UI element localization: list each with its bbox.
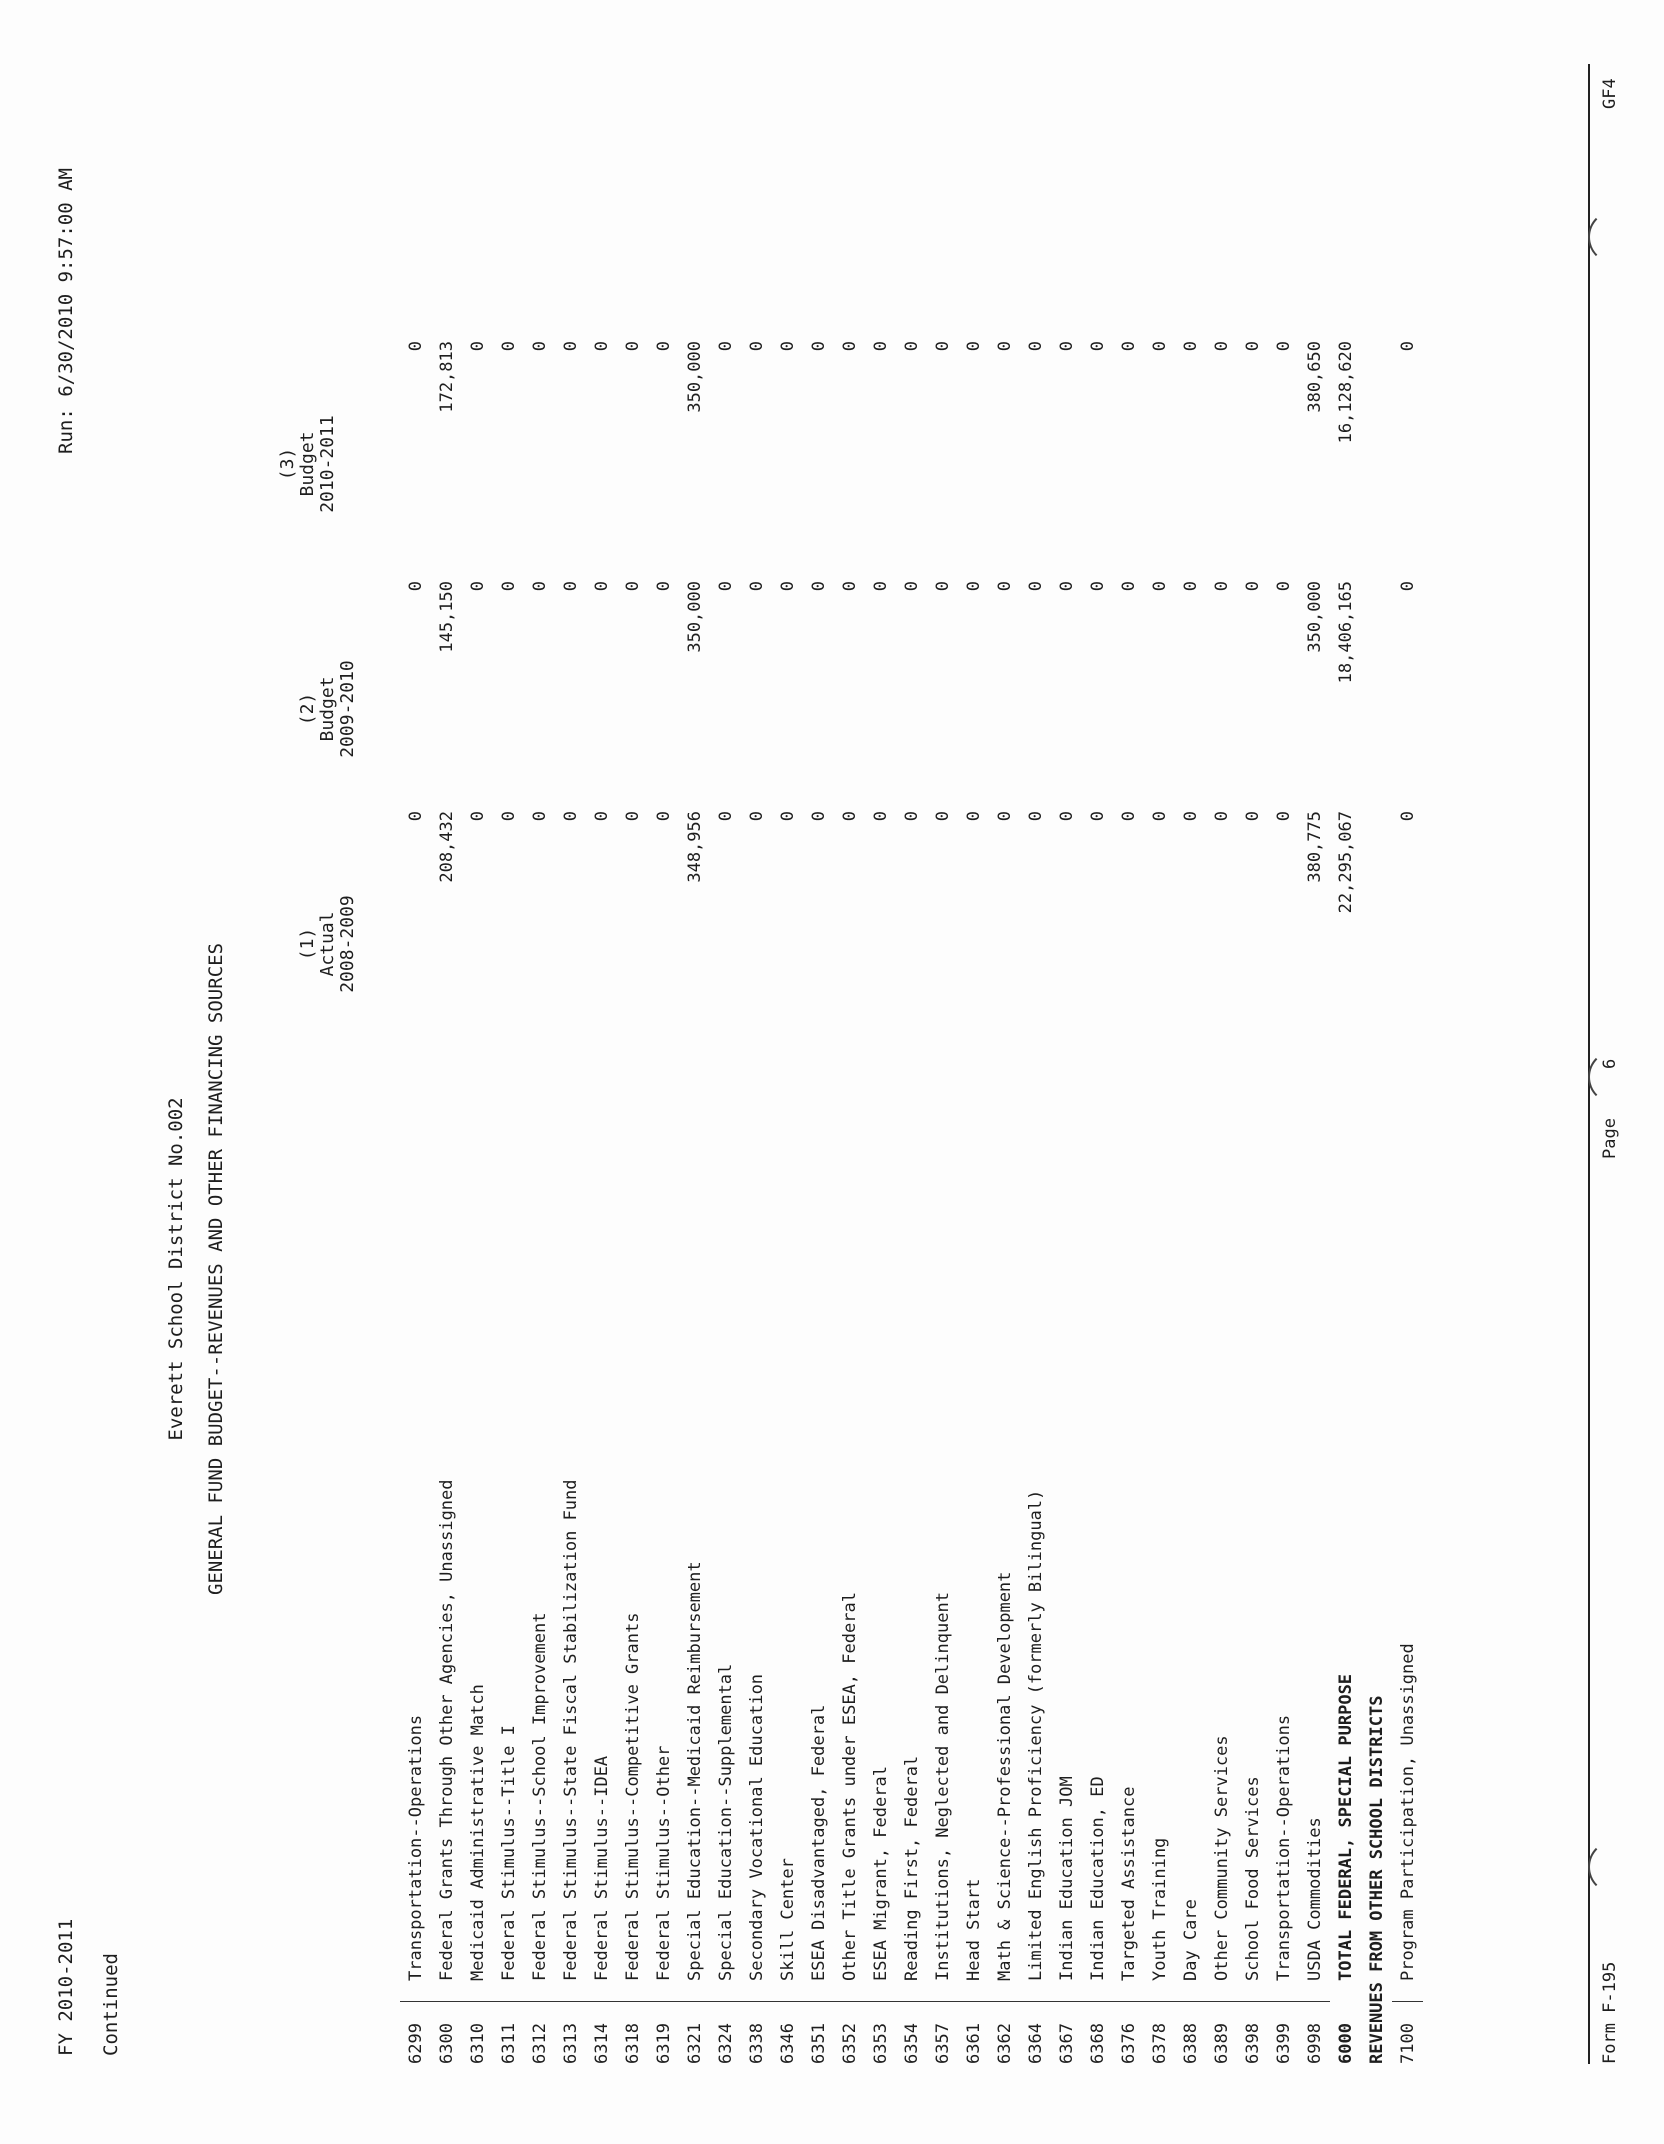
- amount-actual-2008-2009: 0: [808, 811, 829, 822]
- amount-budget-2009-2010: 0: [870, 581, 891, 592]
- account-description: Federal Stimulus--Other: [653, 1745, 674, 1981]
- table-row: [1392, 341, 1423, 2064]
- table-row: [462, 341, 493, 2064]
- account-code: 6399: [1273, 2023, 1294, 2064]
- amount-budget-2009-2010: 0: [591, 581, 612, 592]
- amount-budget-2010-2011: 0: [1397, 341, 1418, 352]
- row-divider: [462, 1987, 493, 2002]
- row-divider: [1020, 1987, 1051, 2002]
- amount-budget-2009-2010: 0: [839, 581, 860, 592]
- amount-actual-2008-2009: 0: [1180, 811, 1201, 822]
- row-divider: [958, 1987, 989, 2002]
- account-code: 6318: [622, 2023, 643, 2064]
- row-divider: [648, 1987, 679, 2002]
- table-row: [834, 341, 865, 2064]
- account-code: 6388: [1180, 2023, 1201, 2064]
- account-code: 6319: [653, 2023, 674, 2064]
- amount-actual-2008-2009: 0: [715, 811, 736, 822]
- amount-actual-2008-2009: 0: [1273, 811, 1294, 822]
- account-description: School Food Services: [1242, 1776, 1263, 1981]
- amount-budget-2010-2011: 0: [1273, 341, 1294, 352]
- amount-budget-2009-2010: 0: [1025, 581, 1046, 592]
- amount-budget-2010-2011: 0: [963, 341, 984, 352]
- table-row: [1175, 341, 1206, 2064]
- account-code: 6367: [1056, 2023, 1077, 2064]
- amount-budget-2009-2010: 0: [622, 581, 643, 592]
- amount-actual-2008-2009: 0: [1397, 811, 1418, 822]
- table-row: [617, 341, 648, 2064]
- account-description: Institutions, Neglected and Delinquent: [932, 1592, 953, 1981]
- table-row: [555, 341, 586, 2064]
- row-divider: [679, 1987, 710, 2002]
- amount-budget-2010-2011: 0: [1087, 341, 1108, 352]
- amount-actual-2008-2009: 208,432: [436, 811, 457, 883]
- row-divider: [1113, 1987, 1144, 2002]
- account-description: Federal Stimulus--School Improvement: [529, 1612, 550, 1981]
- amount-budget-2009-2010: 0: [1149, 581, 1170, 592]
- amount-budget-2010-2011: 0: [498, 341, 519, 352]
- amount-budget-2010-2011: 0: [808, 341, 829, 352]
- column-3-years: 2010-2011: [317, 415, 338, 513]
- account-code: 7100: [1397, 2023, 1418, 2064]
- amount-budget-2009-2010: 0: [1211, 581, 1232, 592]
- table-row: [1051, 341, 1082, 2064]
- amount-budget-2010-2011: 172,813: [436, 341, 457, 413]
- account-code: 6321: [684, 2023, 705, 2064]
- footer-rule: [1588, 64, 1590, 2064]
- account-description: Federal Grants Through Other Agencies, Unassigned: [436, 1479, 457, 1981]
- account-description: Federal Stimulus--Competitive Grants: [622, 1612, 643, 1981]
- table-row: [1237, 341, 1268, 2064]
- amount-budget-2010-2011: 380,650: [1304, 341, 1325, 413]
- amount-actual-2008-2009: 0: [591, 811, 612, 822]
- account-code: 6362: [994, 2023, 1015, 2064]
- table-row: [679, 341, 710, 2064]
- account-code: 6353: [870, 2023, 891, 2064]
- account-code: 6312: [529, 2023, 550, 2064]
- amount-actual-2008-2009: 0: [777, 811, 798, 822]
- account-description: Federal Stimulus--IDEA: [591, 1755, 612, 1981]
- amount-budget-2010-2011: 0: [901, 341, 922, 352]
- amount-budget-2009-2010: 0: [560, 581, 581, 592]
- account-description: USDA Commodities: [1304, 1817, 1325, 1981]
- account-code: 6376: [1118, 2023, 1139, 2064]
- table-row: [1144, 341, 1175, 2064]
- amount-budget-2010-2011: 0: [560, 341, 581, 352]
- account-code: 6313: [560, 2023, 581, 2064]
- amount-actual-2008-2009: 0: [1056, 811, 1077, 822]
- amount-actual-2008-2009: 0: [1118, 811, 1139, 822]
- row-divider: [865, 1987, 896, 2002]
- amount-actual-2008-2009: 0: [1025, 811, 1046, 822]
- column-3-type: Budget: [297, 431, 318, 497]
- revenue-table-body: [400, 341, 1423, 2064]
- amount-budget-2009-2010: 0: [715, 581, 736, 592]
- account-code: 6354: [901, 2023, 922, 2064]
- row-divider: [1175, 1987, 1206, 2002]
- account-code: 6000: [1335, 2023, 1356, 2064]
- row-divider: [1237, 1987, 1268, 2002]
- amount-actual-2008-2009: 22,295,067: [1335, 811, 1356, 914]
- account-description: Youth Training: [1149, 1837, 1170, 1981]
- amount-actual-2008-2009: 0: [1087, 811, 1108, 822]
- table-row: [1113, 341, 1144, 2064]
- table-row: [493, 341, 524, 2064]
- row-divider: [1206, 1987, 1237, 2002]
- amount-actual-2008-2009: 380,775: [1304, 811, 1325, 883]
- account-code: 6998: [1304, 2023, 1325, 2064]
- account-code: 6351: [808, 2023, 829, 2064]
- table-row: [524, 341, 555, 2064]
- account-code: 6346: [777, 2023, 798, 2064]
- amount-budget-2009-2010: 0: [1180, 581, 1201, 592]
- amount-actual-2008-2009: 0: [870, 811, 891, 822]
- account-description: TOTAL FEDERAL, SPECIAL PURPOSE: [1335, 1673, 1356, 1981]
- amount-budget-2010-2011: 0: [746, 341, 767, 352]
- amount-budget-2010-2011: 0: [1180, 341, 1201, 352]
- amount-budget-2010-2011: 0: [1242, 341, 1263, 352]
- row-divider: [524, 1987, 555, 2002]
- table-row: [741, 341, 772, 2064]
- row-divider: [772, 1987, 803, 2002]
- amount-budget-2009-2010: 0: [808, 581, 829, 592]
- table-row: [772, 341, 803, 2064]
- amount-actual-2008-2009: 0: [994, 811, 1015, 822]
- account-description: Federal Stimulus--State Fiscal Stabilization Fund: [560, 1479, 581, 1981]
- row-divider: [741, 1987, 772, 2002]
- account-description: Federal Stimulus--Title I: [498, 1725, 519, 1981]
- account-description: Other Community Services: [1211, 1735, 1232, 1981]
- account-description: Day Care: [1180, 1899, 1201, 1981]
- column-header-2: [298, 609, 358, 809]
- account-description: Special Education--Medicaid Reimbursement: [684, 1561, 705, 1981]
- amount-actual-2008-2009: 0: [839, 811, 860, 822]
- column-1-years: 2008-2009: [337, 895, 358, 993]
- account-code: 6398: [1242, 2023, 1263, 2064]
- column-2-years: 2009-2010: [337, 660, 358, 758]
- page-number: 6: [1600, 1058, 1620, 1069]
- section-title: REVENUES FROM OTHER SCHOOL DISTRICTS: [1366, 1695, 1387, 2064]
- amount-actual-2008-2009: 0: [467, 811, 488, 822]
- amount-budget-2010-2011: 0: [653, 341, 674, 352]
- section-header-row: [1361, 341, 1392, 2064]
- table-row: [431, 341, 462, 2064]
- table-row: [989, 341, 1020, 2064]
- account-code: 6352: [839, 2023, 860, 2064]
- account-description: Transportation--Operations: [1273, 1714, 1294, 1981]
- account-code: 6361: [963, 2023, 984, 2064]
- amount-actual-2008-2009: 348,956: [684, 811, 705, 883]
- account-code: 6311: [498, 2023, 519, 2064]
- account-description: Other Title Grants under ESEA, Federal: [839, 1592, 860, 1981]
- table-row: [586, 341, 617, 2064]
- account-description: Secondary Vocational Education: [746, 1673, 767, 1981]
- row-divider: [1392, 1987, 1423, 2002]
- account-description: ESEA Disadvantaged, Federal: [808, 1704, 829, 1981]
- amount-budget-2010-2011: 0: [405, 341, 426, 352]
- row-divider: [586, 1987, 617, 2002]
- form-number: Form F-195: [1600, 1961, 1620, 2064]
- amount-budget-2009-2010: 0: [963, 581, 984, 592]
- row-divider: [1299, 1987, 1330, 2002]
- amount-actual-2008-2009: 0: [746, 811, 767, 822]
- form-code: GF4: [1600, 78, 1620, 109]
- column-3-number: (3): [277, 447, 298, 481]
- row-divider: [1144, 1987, 1175, 2002]
- row-divider: [710, 1987, 741, 2002]
- amount-actual-2008-2009: 0: [653, 811, 674, 822]
- account-description: Targeted Assistance: [1118, 1786, 1139, 1981]
- account-description: Math & Science--Professional Development: [994, 1571, 1015, 1981]
- revenue-table: [400, 341, 1423, 2064]
- amount-budget-2010-2011: 0: [622, 341, 643, 352]
- row-divider: [555, 1987, 586, 2002]
- row-divider: [896, 1987, 927, 2002]
- amount-budget-2009-2010: 0: [901, 581, 922, 592]
- amount-budget-2010-2011: 0: [870, 341, 891, 352]
- account-code: 6324: [715, 2023, 736, 2064]
- account-description: Reading First, Federal: [901, 1755, 922, 1981]
- row-divider: [927, 1987, 958, 2002]
- amount-budget-2010-2011: 0: [839, 341, 860, 352]
- amount-actual-2008-2009: 0: [963, 811, 984, 822]
- district-name: Everett School District No.002: [165, 1097, 187, 1441]
- amount-actual-2008-2009: 0: [932, 811, 953, 822]
- amount-budget-2010-2011: 0: [1025, 341, 1046, 352]
- account-description: Indian Education JOM: [1056, 1776, 1077, 1981]
- amount-budget-2009-2010: 18,406,165: [1335, 581, 1356, 684]
- column-2-number: (2): [297, 692, 318, 726]
- binder-hole-left-icon: [1588, 1840, 1642, 1894]
- account-code: 6300: [436, 2023, 457, 2064]
- column-2-type: Budget: [317, 676, 338, 742]
- row-divider: [803, 1987, 834, 2002]
- account-code: 6310: [467, 2023, 488, 2064]
- account-description: Transportation--Operations: [405, 1714, 426, 1981]
- amount-budget-2009-2010: 0: [529, 581, 550, 592]
- amount-budget-2010-2011: 350,000: [684, 341, 705, 413]
- table-row: [927, 341, 958, 2064]
- column-1-number: (1): [297, 927, 318, 961]
- amount-budget-2009-2010: 0: [1087, 581, 1108, 592]
- amount-actual-2008-2009: 0: [560, 811, 581, 822]
- amount-budget-2009-2010: 0: [405, 581, 426, 592]
- account-description: Limited English Proficiency (formerly Bilingual): [1025, 1489, 1046, 1981]
- account-description: ESEA Migrant, Federal: [870, 1766, 891, 1981]
- row-divider: [431, 1987, 462, 2002]
- account-code: 6299: [405, 2023, 426, 2064]
- amount-budget-2009-2010: 0: [653, 581, 674, 592]
- row-divider: [989, 1987, 1020, 2002]
- amount-budget-2009-2010: 0: [932, 581, 953, 592]
- table-row: [400, 341, 431, 2064]
- amount-budget-2010-2011: 0: [1056, 341, 1077, 352]
- column-header-3: [278, 364, 338, 564]
- account-description: Head Start: [963, 1878, 984, 1981]
- amount-actual-2008-2009: 0: [1211, 811, 1232, 822]
- fiscal-year: FY 2010-2011: [55, 1918, 77, 2056]
- column-1-type: Actual: [317, 911, 338, 977]
- amount-budget-2009-2010: 0: [777, 581, 798, 592]
- account-code: 6357: [932, 2023, 953, 2064]
- amount-budget-2009-2010: 0: [1273, 581, 1294, 592]
- table-row: [1299, 341, 1330, 2064]
- amount-actual-2008-2009: 0: [901, 811, 922, 822]
- account-description: Program Participation, Unassigned: [1397, 1643, 1418, 1981]
- account-description: Medicaid Administrative Match: [467, 1684, 488, 1981]
- table-row: [648, 341, 679, 2064]
- table-row: [896, 341, 927, 2064]
- amount-budget-2009-2010: 350,000: [1304, 581, 1325, 653]
- account-code: 6368: [1087, 2023, 1108, 2064]
- row-divider: [1051, 1987, 1082, 2002]
- row-divider: [400, 1987, 431, 2002]
- table-row: [865, 341, 896, 2064]
- run-timestamp: Run: 6/30/2010 9:57:00 AM: [55, 168, 77, 454]
- amount-budget-2009-2010: 0: [498, 581, 519, 592]
- amount-budget-2009-2010: 145,150: [436, 581, 457, 653]
- amount-budget-2010-2011: 0: [777, 341, 798, 352]
- table-row: [710, 341, 741, 2064]
- account-code: 6389: [1211, 2023, 1232, 2064]
- table-row: [958, 341, 989, 2064]
- page-label: Page: [1600, 1118, 1620, 1159]
- table-row: [1206, 341, 1237, 2064]
- report-title: GENERAL FUND BUDGET--REVENUES AND OTHER FINANCING SOURCES: [205, 942, 227, 1596]
- amount-budget-2010-2011: 0: [1118, 341, 1139, 352]
- column-header-1: [298, 844, 358, 1044]
- row-divider: [1268, 1987, 1299, 2002]
- account-code: 6378: [1149, 2023, 1170, 2064]
- amount-budget-2010-2011: 0: [1211, 341, 1232, 352]
- total-row: [1330, 341, 1361, 2064]
- amount-budget-2009-2010: 0: [994, 581, 1015, 592]
- binder-hole-right-icon: [1588, 210, 1642, 264]
- amount-actual-2008-2009: 0: [622, 811, 643, 822]
- account-description: Indian Education, ED: [1087, 1776, 1108, 1981]
- amount-budget-2009-2010: 0: [1056, 581, 1077, 592]
- account-code: 6364: [1025, 2023, 1046, 2064]
- table-row: [1082, 341, 1113, 2064]
- amount-budget-2010-2011: 0: [529, 341, 550, 352]
- table-row: [803, 341, 834, 2064]
- account-description: Special Education--Supplemental: [715, 1663, 736, 1981]
- amount-actual-2008-2009: 0: [1242, 811, 1263, 822]
- amount-actual-2008-2009: 0: [498, 811, 519, 822]
- continued-label: Continued: [100, 1953, 122, 2056]
- amount-budget-2010-2011: 16,128,620: [1335, 341, 1356, 444]
- row-divider: [834, 1987, 865, 2002]
- amount-budget-2010-2011: 0: [467, 341, 488, 352]
- row-divider: [1082, 1987, 1113, 2002]
- account-description: Skill Center: [777, 1858, 798, 1981]
- row-divider: [493, 1987, 524, 2002]
- amount-actual-2008-2009: 0: [529, 811, 550, 822]
- amount-budget-2009-2010: 0: [1242, 581, 1263, 592]
- amount-budget-2010-2011: 0: [994, 341, 1015, 352]
- amount-budget-2010-2011: 0: [932, 341, 953, 352]
- amount-budget-2009-2010: 0: [1118, 581, 1139, 592]
- amount-budget-2010-2011: 0: [591, 341, 612, 352]
- amount-actual-2008-2009: 0: [405, 811, 426, 822]
- table-row: [1020, 341, 1051, 2064]
- amount-budget-2009-2010: 0: [746, 581, 767, 592]
- table-row: [1268, 341, 1299, 2064]
- amount-budget-2010-2011: 0: [1149, 341, 1170, 352]
- row-divider: [1330, 1987, 1361, 2002]
- amount-budget-2009-2010: 0: [467, 581, 488, 592]
- amount-budget-2010-2011: 0: [715, 341, 736, 352]
- account-code: 6338: [746, 2023, 767, 2064]
- row-divider: [617, 1987, 648, 2002]
- amount-actual-2008-2009: 0: [1149, 811, 1170, 822]
- amount-budget-2009-2010: 350,000: [684, 581, 705, 653]
- amount-budget-2009-2010: 0: [1397, 581, 1418, 592]
- account-code: 6314: [591, 2023, 612, 2064]
